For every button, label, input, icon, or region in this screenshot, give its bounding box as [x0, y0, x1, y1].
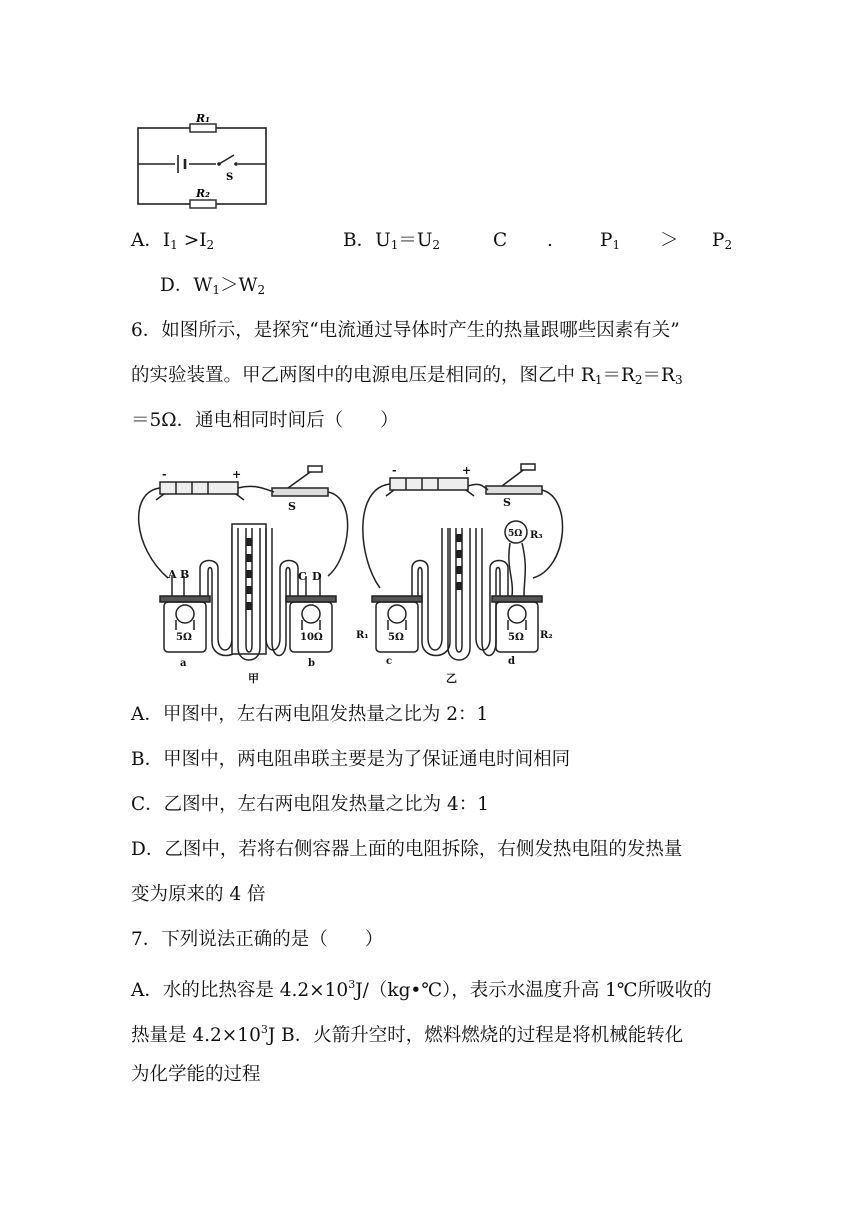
r1-label: R₁	[196, 112, 210, 125]
fig-jar-c: c	[386, 656, 393, 667]
q6-option-d-line2: 变为原来的 4 倍	[131, 884, 266, 905]
fig-r3: R₃	[530, 530, 543, 541]
fig-left-plus: +	[232, 468, 242, 481]
fig-label-d-terminal: D	[312, 570, 322, 583]
q6-option-d-line1: D．乙图中，若将右侧容器上面的电阻拆除，右侧发热电阻的发热量	[131, 839, 683, 860]
switch-label: S	[226, 172, 234, 183]
fig-caption-left: 甲	[248, 672, 259, 685]
fig-res-d: 5Ω	[508, 632, 524, 643]
q5-option-b: B．$U_1=U_2$	[343, 230, 441, 252]
q7-stem: 7．下列说法正确的是（ ）	[131, 929, 384, 950]
q7-option-a-line2: 热量是 $4.2\times 10^3J$ B．火箭升空时，燃料燃烧的过程是将机械能转化	[131, 1023, 684, 1046]
q5-option-a: A．$I_1 >I_2$	[131, 230, 215, 252]
q6-stem-line2: 的实验装置。甲乙两图中的电源电压是相同的，图乙中 $R_1=R_2=R_3$	[131, 365, 683, 387]
fig-label-c-terminal: C	[298, 570, 307, 583]
q6-option-b: B．甲图中，两电阻串联主要是为了保证通电时间相同	[131, 749, 571, 770]
resistor-r1	[190, 124, 216, 132]
battery-icon	[175, 154, 189, 174]
fig-res-a: 5Ω	[176, 632, 192, 643]
q6-option-c: C．乙图中，左右两电阻发热量之比为 4：1	[131, 794, 490, 815]
q5-option-c-dot: .	[547, 230, 553, 251]
switch-icon	[216, 152, 238, 166]
q5-option-d: D．$W_1>W_2$	[160, 275, 266, 297]
fig-res-b: 10Ω	[300, 632, 323, 643]
q5-option-c-p1: $P_1$	[600, 230, 621, 252]
fig-left-minus: -	[162, 468, 167, 481]
fig-jar-a: a	[180, 658, 187, 669]
q5-option-c-p2: $P_2$	[712, 230, 733, 252]
q5-option-c-letter: C	[493, 230, 508, 251]
q7-option-a-line3: 为化学能的过程	[131, 1064, 261, 1085]
q7-option-a-line1: A．水的比热容是 $4.2\times 10^3J/(kg•℃)$，表示水温度升高 1℃所吸收的	[131, 978, 712, 1001]
fig-r2: R₂	[540, 630, 553, 641]
q6-stem-line1: 6．如图所示，是探究“电流通过导体时产生的热量跟哪些因素有关”	[131, 320, 680, 341]
q5-option-c-gt: ＞	[660, 230, 679, 251]
fig-jar-d: d	[508, 656, 515, 667]
fig-label-a-terminal: A	[168, 568, 177, 581]
q6-stem-line3: ＝5Ω．通电相同时间后（ ）	[131, 410, 399, 431]
resistor-r2	[190, 200, 216, 208]
fig-r1: R₁	[356, 630, 369, 641]
q6-option-a: A．甲图中，左右两电阻发热量之比为 2：1	[131, 704, 489, 725]
fig-right-minus: -	[392, 464, 397, 477]
fig-res-top: 5Ω	[508, 529, 523, 539]
fig-caption-right: 乙	[446, 672, 457, 685]
fig-left-switch: S	[288, 500, 296, 513]
fig-res-c: 5Ω	[388, 632, 404, 643]
fig-right-plus: +	[462, 464, 472, 477]
fig-right-switch: S	[503, 496, 511, 509]
fig-jar-b: b	[308, 658, 315, 669]
r2-label: R₂	[196, 187, 210, 200]
fig-label-b-terminal: B	[180, 568, 190, 581]
joule-heating-apparatus	[128, 458, 568, 690]
circuit-diagram	[130, 108, 275, 210]
